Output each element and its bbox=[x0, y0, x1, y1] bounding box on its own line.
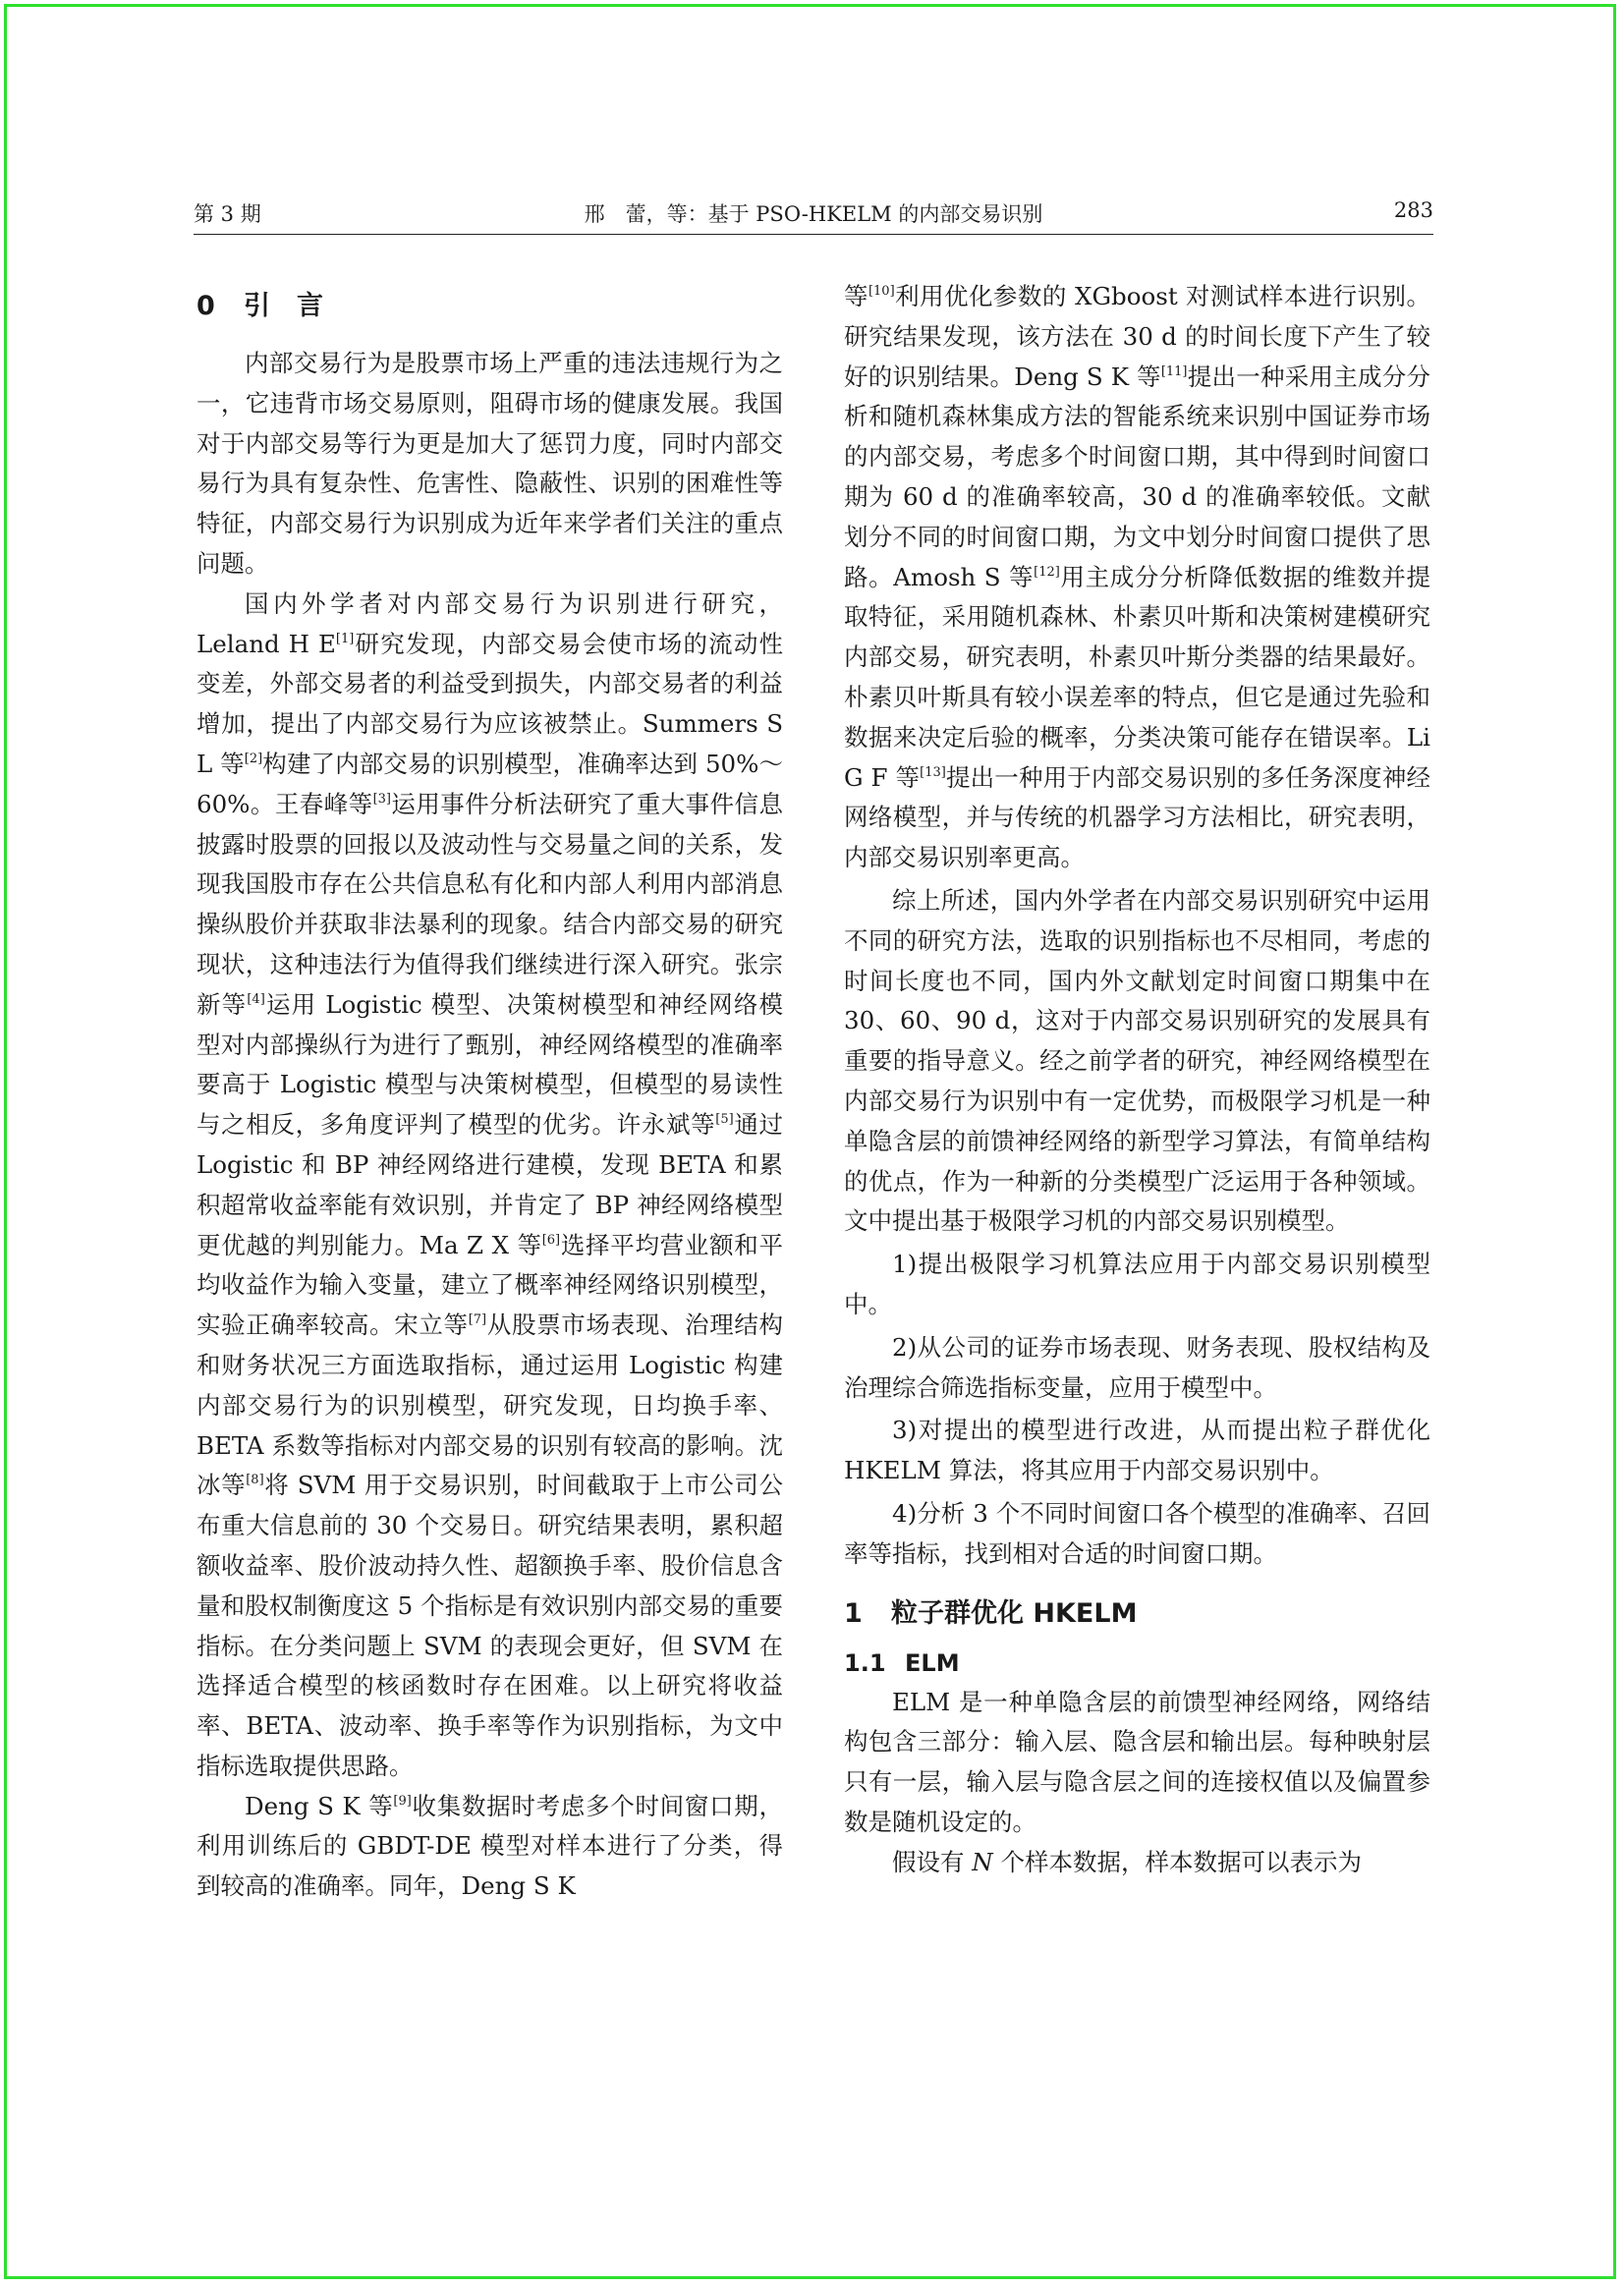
text-run: 选择平均营业额和平均收益作为输入变量，建立了概率神经网络识别模型，实验正确率较高。宋立等 bbox=[196, 1230, 783, 1340]
text-run: 利用优化参数的 XGboost 对测试样本进行识别。研究结果发现，该方法在 30 d 的时间长度下产生了较好的识别结果。Deng S K 等 bbox=[844, 282, 1430, 391]
citation-ref: [4] bbox=[247, 991, 265, 1007]
subsection-number: 1.1 bbox=[844, 1648, 886, 1677]
text-run: 收集数据时考虑多个时间窗口期，利用训练后的 GBDT-DE 模型对样本进行了分类，得到较高的准确率。同年，Deng S K bbox=[196, 1791, 783, 1901]
citation-ref: [6] bbox=[541, 1232, 561, 1248]
text-run: 从股票市场表现、治理结构和财务状况三方面选取指标，通过运用 Logistic 构建内部交易行为的识别模型，研究发现，日均换手率、BETA 系数等指标对内部交易的识别有较高的影响。沈冰等 bbox=[196, 1311, 784, 1500]
paragraph: ELM 是一种单隐含层的前馈型神经网络，网络结构包含三部分：输入层、隐含层和输出层。每种映射层只有一层，输入层与隐含层之间的连接权值以及偏置参数是随机设定的。 bbox=[844, 1687, 1430, 1836]
text-run: 研究发现，内部交易会使市场的流动性变差，外部交易者的利益受到损失，内部交易者的利益增加，提出了内部交易行为应该被禁止。Summers S L 等 bbox=[196, 629, 784, 778]
list-item: 3)对提出的模型进行改进，从而提出粒子群优化 HKELM 算法，将其应用于内部交易识别中。 bbox=[844, 1416, 1430, 1485]
text-run: 将 SVM 用于交易识别，时间截取于上市公司公布重大信息前的 30 个交易日。研究结果表明，累积超额收益率、股价波动持久性、超额换手率、股价信息含量和股权制衡度这 5 个指标是有效识别内部交易的重要指标。在分类问题上 SVM 的表现会更好，但 SVM 在选择适合模型的核函数时存在困难。以上研究将收益率、BETA、波动率、换手率等作为识别指标，为文中指标选取提供思路。 bbox=[196, 1471, 784, 1780]
citation-ref: [7] bbox=[468, 1312, 487, 1328]
left-column bbox=[196, 277, 783, 1907]
running-header bbox=[194, 195, 1433, 235]
list-item: 2)从公司的证券市场表现、财务表现、股权结构及治理综合筛选指标变量，应用于模型中。 bbox=[844, 1332, 1430, 1402]
text-run: 运用事件分析法研究了重大事件信息披露时股票的回报以及波动性与交易量之间的关系，发现我国股市存在公共信息私有化和内部人利用内部消息操纵股价并获取非法暴利的现象。结合内部交易的研究现状，这种违法行为值得我们继续进行深入研究。张宗新等 bbox=[196, 789, 783, 1019]
paragraph bbox=[196, 1787, 783, 1907]
section-heading-introduction bbox=[196, 289, 783, 324]
issue-number: 第 3 期 bbox=[194, 202, 261, 226]
paragraph bbox=[196, 585, 783, 1787]
text-run: 通过 Logistic 和 BP 神经网络进行建模，发现 BETA 和累积超常收益率能有效识别，并肯定了 BP 神经网络模型更优越的判别能力。Ma Z X 等 bbox=[196, 1110, 783, 1259]
citation-ref: [5] bbox=[715, 1112, 734, 1128]
citation-ref: [12] bbox=[1034, 564, 1060, 580]
text-run: 个样本数据，样本数据可以表示为 bbox=[992, 1847, 1363, 1876]
text-run: 提出一种采用主成分分析和随机森林集成方法的智能系统来识别中国证券市场的内部交易，考虑多个时间窗口期，其中得到时间窗口期为 60 d 的准确率较高，30 d 的准确率较低。文献划分不同的时间窗口期，为文中划分时间窗口提供了思路。Amosh S 等 bbox=[844, 362, 1430, 591]
text-run: 国内外学者对内部交易行为识别进行研究，Leland H E bbox=[196, 588, 783, 658]
citation-ref: [13] bbox=[920, 764, 946, 780]
citation-ref: [3] bbox=[372, 791, 391, 807]
text-run: 运用 Logistic 模型、决策树模型和神经网络模型对内部操纵行为进行了甄别，神经网络模型的准确率要高于 Logistic 模型与决策树模型，但模型的易读性与之相反，多角度评判了模型的优劣。许永斌等 bbox=[196, 989, 784, 1140]
citation-ref: [8] bbox=[246, 1473, 264, 1488]
text-run: 提出一种用于内部交易识别的多任务深度神经网络模型，并与传统的机器学习方法相比，研究表明，内部交易识别率更高。 bbox=[844, 762, 1430, 872]
citation-ref: [2] bbox=[244, 751, 263, 766]
citation-ref: [1] bbox=[335, 631, 355, 646]
running-title: 邢 蕾，等：基于 PSO-HKELM 的内部交易识别 bbox=[584, 202, 1043, 226]
text-run: 假设有 bbox=[892, 1847, 973, 1876]
section-title: 粒子群优化 HKELM bbox=[891, 1597, 1138, 1629]
right-column bbox=[844, 277, 1430, 1882]
section-number: 0 bbox=[196, 291, 215, 321]
section-number: 1 bbox=[844, 1597, 863, 1629]
section-heading-pso-hkelm bbox=[844, 1596, 1430, 1632]
text-run: 等 bbox=[844, 282, 868, 310]
section-title: 引 言 bbox=[244, 291, 323, 321]
citation-ref: [10] bbox=[868, 284, 895, 299]
list-item: 1)提出极限学习机算法应用于内部交易识别模型中。 bbox=[844, 1250, 1430, 1318]
paragraph: 综上所述，国内外学者在内部交易识别研究中运用不同的研究方法，选取的识别指标也不尽相同，考虑的时间长度也不同，国内外文献划定时间窗口期集中在 30、60、90 d，这对于内部交易识别研究的发展具有重要的指导意义。经之前学者的研究，神经网络模型在内部交易行为识别中有一定优势，而极限学习机是一种单隐含层的前馈神经网络的新型学习算法，有简单结构的优点，作为一种新的分类模型广泛运用于各种领域。文中提出基于极限学习机的内部交易识别模型。 bbox=[844, 885, 1430, 1236]
text-run: 构建了内部交易的识别模型，准确率达到 50%～60%。王春峰等 bbox=[196, 749, 783, 818]
subsection-heading-elm bbox=[844, 1646, 1430, 1681]
math-variable: N bbox=[972, 1847, 993, 1876]
subsection-title: ELM bbox=[905, 1648, 960, 1677]
list-item: 4)分析 3 个不同时间窗口各个模型的准确率、召回率等指标，找到相对合适的时间窗口期。 bbox=[844, 1498, 1430, 1568]
paragraph: 内部交易行为是股票市场上严重的违法违规行为之一，它违背市场交易原则，阻碍市场的健康发展。我国对于内部交易等行为更是加大了惩罚力度，同时内部交易行为具有复杂性、危害性、隐蔽性、识别的困难性等特征，内部交易行为识别成为近年来学者们关注的重点问题。 bbox=[196, 349, 783, 578]
page-number: 283 bbox=[1393, 198, 1433, 222]
citation-ref: [9] bbox=[393, 1793, 412, 1809]
text-run: 用主成分分析降低数据的维数并提取特征，采用随机森林、朴素贝叶斯和决策树建模研究内部交易，研究表明，朴素贝叶斯分类器的结果最好。朴素贝叶斯具有较小误差率的特点，但它是通过先验和数据来决定后验的概率，分类决策可能存在错误率。Li G F 等 bbox=[844, 562, 1431, 792]
paragraph bbox=[844, 1843, 1430, 1883]
citation-ref: [11] bbox=[1160, 363, 1188, 379]
text-run: Deng S K 等 bbox=[245, 1791, 394, 1820]
paragraph bbox=[844, 277, 1430, 878]
